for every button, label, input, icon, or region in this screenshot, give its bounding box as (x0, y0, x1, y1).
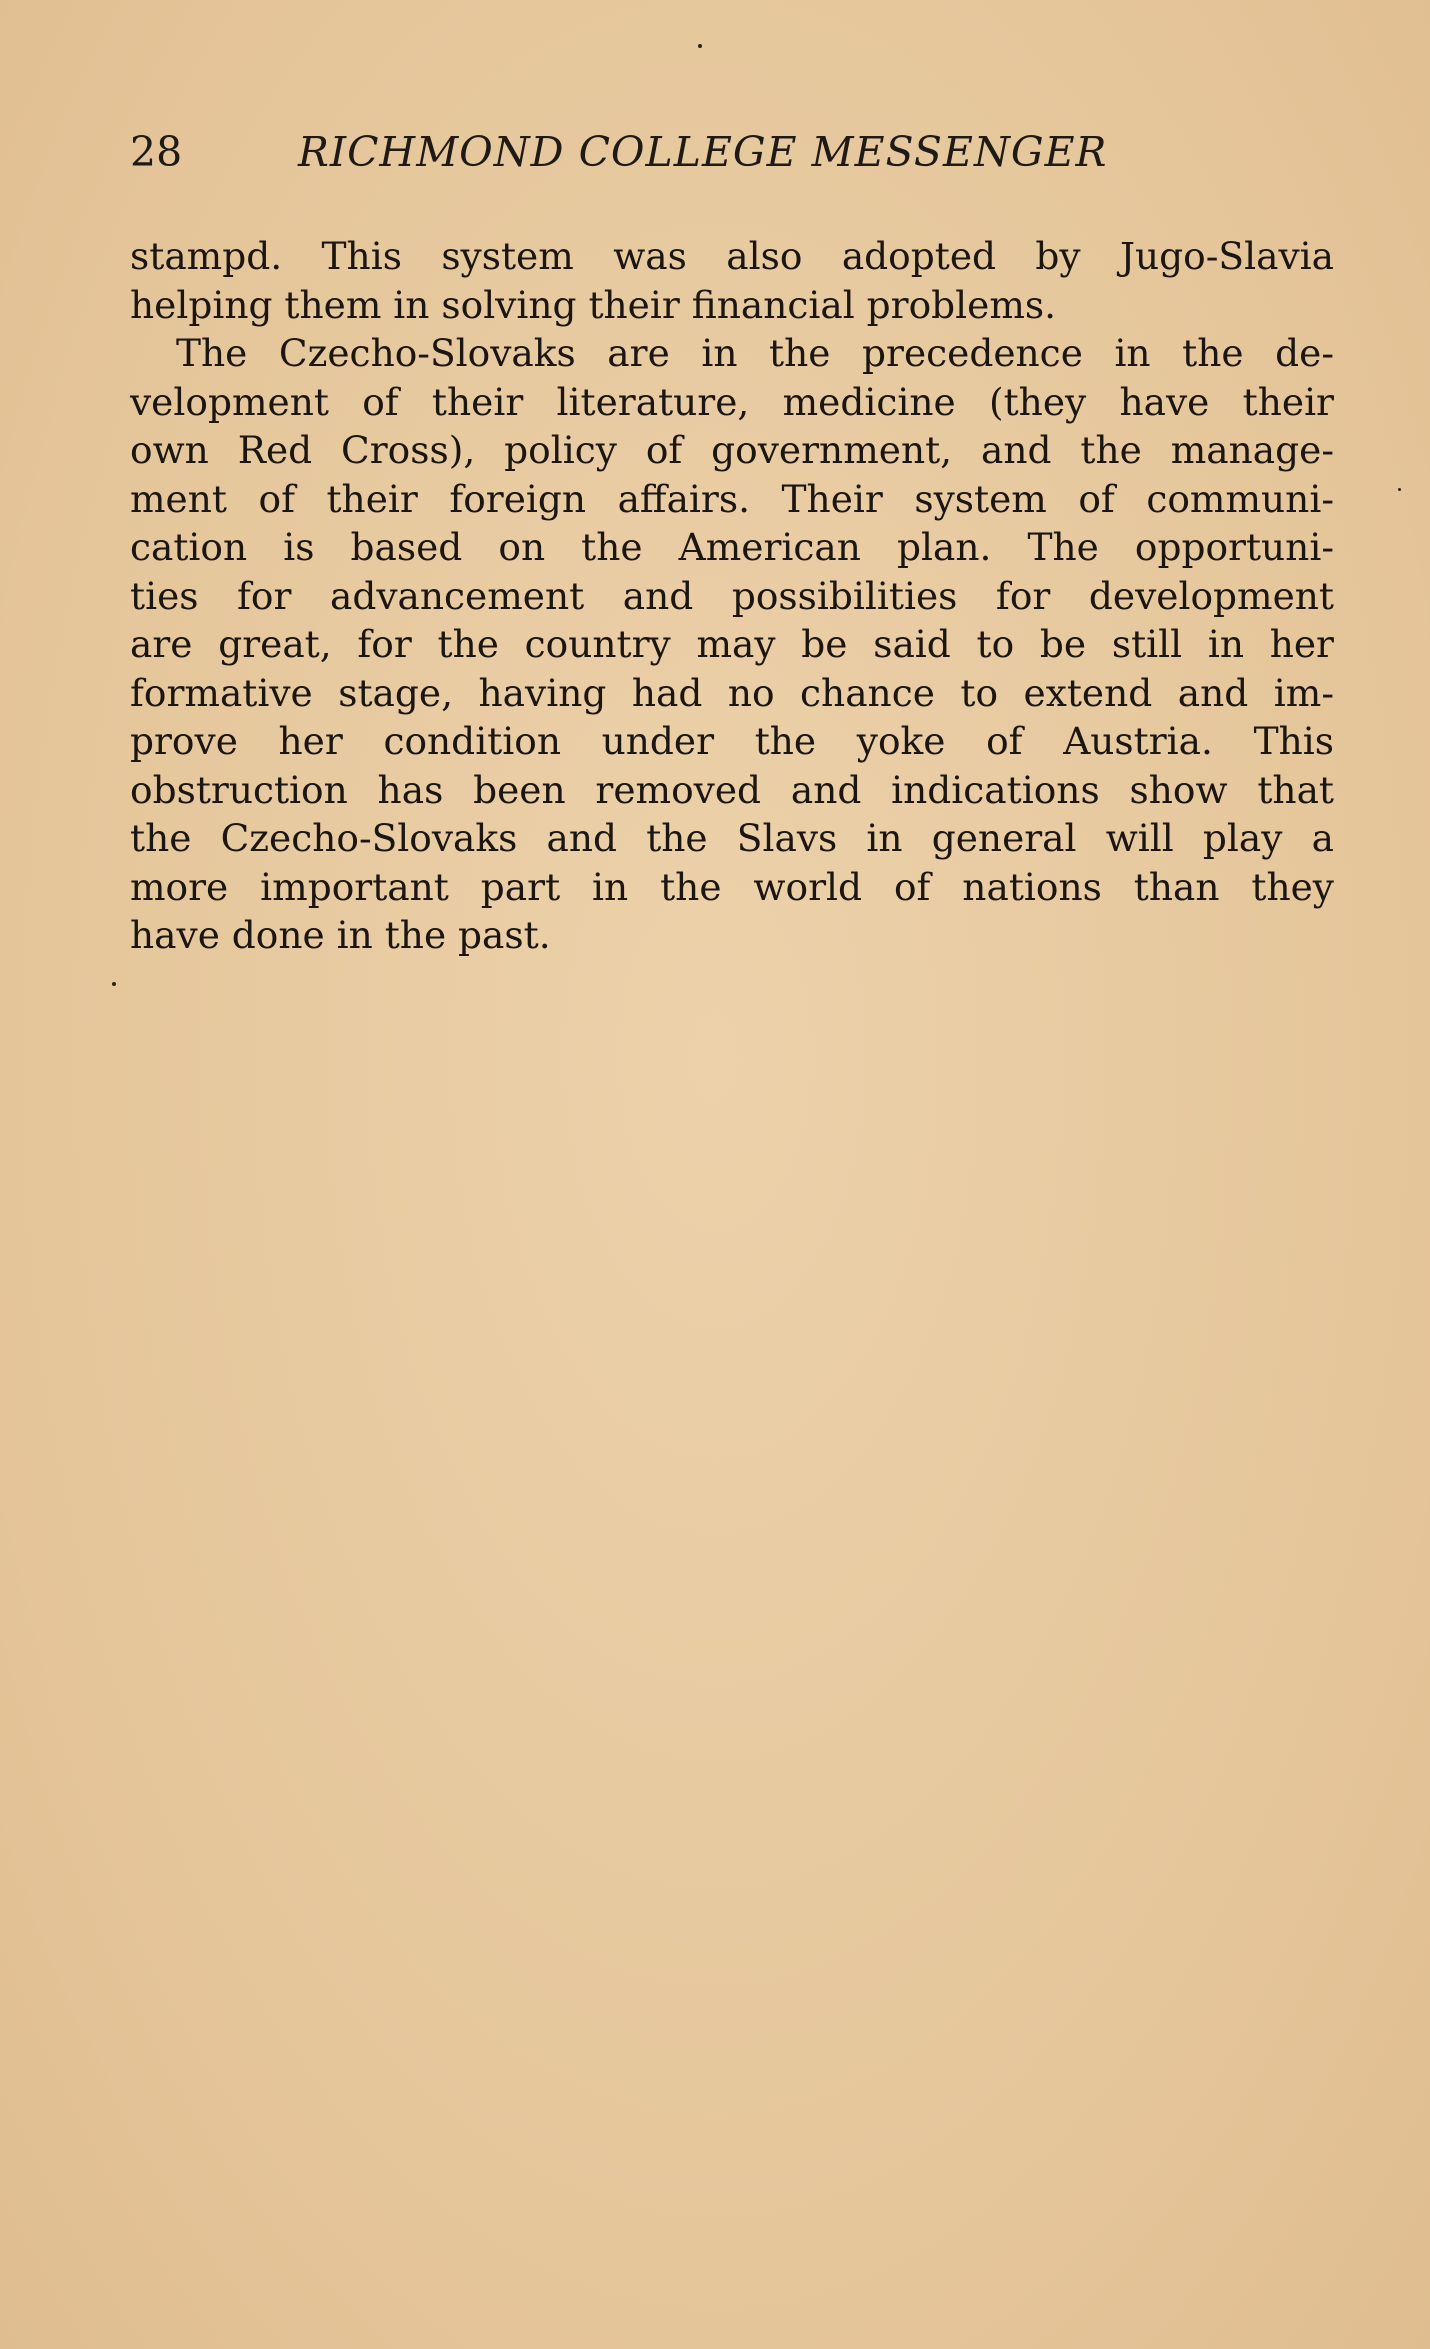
text-line: own Red Cross), policy of government, and the manage- (130, 428, 1334, 472)
text-line: ties for advancement and possibilities for development (130, 573, 1334, 618)
text-line: cation is based on the American plan. The opportuni- (130, 525, 1334, 569)
text-line: prove her condition under the yoke of Austria. This (130, 719, 1334, 763)
text-line: are great, for the country may be said to be still in her (130, 622, 1334, 666)
paper-speck (112, 982, 116, 986)
text-line: ment of their foreign affairs. Their system of communi- (130, 476, 1334, 521)
running-title: RICHMOND COLLEGE MESSENGER (298, 128, 1108, 176)
text-line: The Czecho-Slovaks are in the precedence in the de- (176, 331, 1334, 375)
text-line: more important part in the world of nations than they (130, 864, 1334, 909)
text-line: obstruction has been removed and indications show that (130, 767, 1334, 812)
paper-speck (698, 44, 702, 48)
text-line: helping them in solving their financial problems. (130, 282, 1057, 327)
text-line: velopment of their literature, medicine (they have their (130, 379, 1334, 424)
text-line: stampd. This system was also adopted by Jugo-Slavia (130, 234, 1334, 278)
text-line: the Czecho-Slovaks and the Slavs in general will play a (130, 816, 1334, 860)
paper-speck (1398, 488, 1401, 491)
page-number: 28 (130, 128, 183, 176)
text-line: formative stage, having had no chance to extend and im- (130, 670, 1334, 715)
page-header (130, 128, 1340, 188)
text-line: have done in the past. (130, 913, 551, 957)
body-text (130, 232, 1334, 960)
